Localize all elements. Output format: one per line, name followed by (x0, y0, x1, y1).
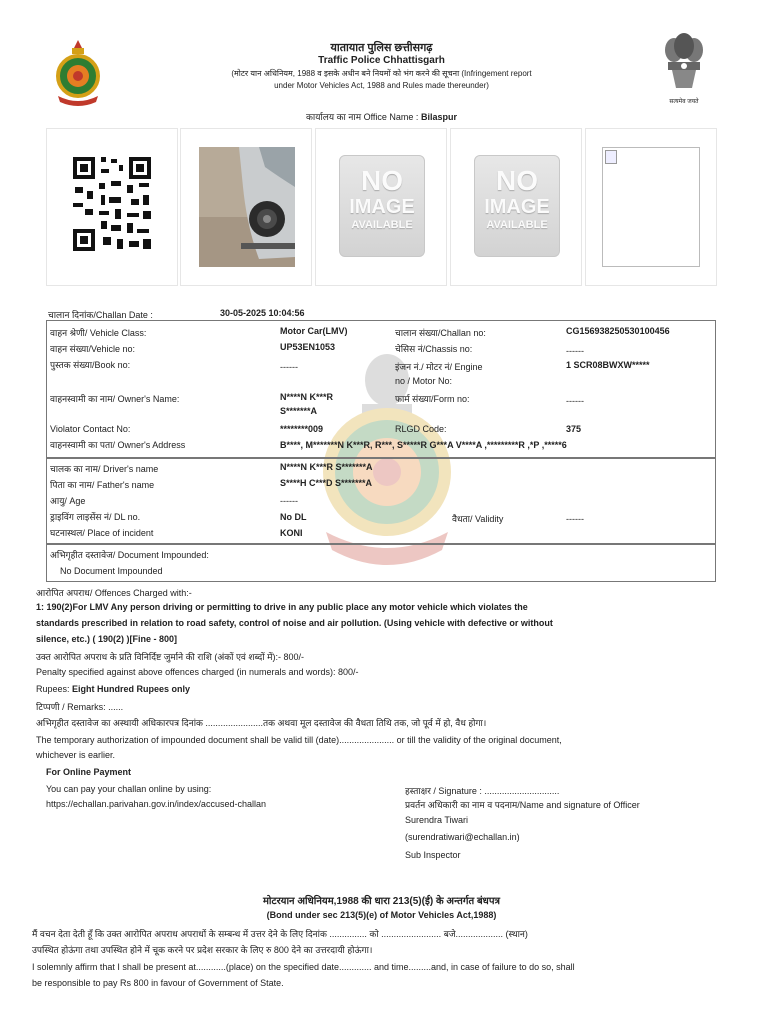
bond-hindi-1: मैं वचन देता देती हूँ कि उक्त आरोपित अपराध अपराधों के सम्बन्ध में उत्तर देने के लिए दिनांक ............... को ........................ बजे................... (स्थान) (32, 929, 528, 939)
owner-name-value: N****N K***R (280, 392, 334, 402)
officer-label: प्रवर्तन अधिकारी का नाम व पदनाम/Name and signature of Officer (405, 800, 640, 810)
broken-image-frame (602, 147, 700, 267)
engine-no-label: इंजन नं./ मोटर नं/ Engine (395, 362, 483, 372)
no-image-placeholder-1 (339, 155, 425, 257)
book-no-label: पुस्तक संख्या/Book no: (50, 360, 131, 370)
no-image-text-1: NO (361, 165, 403, 196)
father-name-value: S****H C***D S*******A (280, 478, 373, 488)
owner-address-value: B****, M*******N K***R, R***, S*****R G***A V****A ,*********R ,*P ,*****6 (280, 440, 567, 450)
owner-address-label: वाहनस्वामी का पता/ Owner's Address (50, 440, 186, 450)
broken-image-box (585, 128, 717, 286)
challan-no-label: चालान संख्या/Challan no: (395, 328, 486, 338)
challan-date-label: चालान दिनांक/Challan Date : (48, 310, 153, 320)
impounded-label: अभिगृहीत दस्तावेज/ Document Impounded: (50, 550, 209, 560)
header-title-en: Traffic Police Chhattisgarh (318, 55, 445, 66)
bond-en-1: I solemnly affirm that I shall be present at............(place) on the specified date............. and time.........and, in case of failure to do so, shall (32, 962, 575, 972)
book-no-value: ------ (280, 362, 298, 372)
payment-line-1: You can pay your challan online by using: (46, 784, 212, 794)
rlgd-code-label: RLGD Code: (395, 424, 447, 434)
rupees (36, 684, 190, 694)
motor-no-label: no / Motor No: (395, 376, 453, 386)
validity-label: वैधता/ Validity (452, 514, 504, 524)
no-image-text-2: IMAGE (349, 196, 415, 218)
vehicle-no-label: वाहन संख्या/Vehicle no: (50, 344, 136, 354)
qr-code (71, 155, 153, 253)
payment-url[interactable]: https://echallan.parivahan.gov.in/index/accused-challan (46, 799, 266, 809)
contact-label: Violator Contact No: (50, 424, 131, 434)
father-name-label: पिता का नाम/ Father's name (50, 480, 155, 490)
offences-label: आरोपित अपराध/ Offences Charged with:- (36, 588, 192, 598)
engine-no-value: 1 SCR08BWXW***** (566, 360, 650, 370)
officer-name: Surendra Tiwari (405, 815, 469, 825)
qr-code-box (46, 128, 178, 286)
header-subtitle-1: (मोटर यान अधिनियम, 1988 व इसके अधीन बने नियमों को भंग करने की सूचना (Infringement report (231, 69, 532, 78)
no-image-placeholder-2 (474, 155, 560, 257)
owner-name-label: वाहनस्वामी का नाम/ Owner's Name: (50, 394, 180, 404)
emblem-caption: सत्यमेव जयते (669, 99, 699, 105)
officer-email: (surendratiwari@echallan.in) (405, 832, 520, 842)
auth-en-1: The temporary authorization of impounded document shall be valid till (date)...................... or till the validity of the original document, (36, 735, 562, 745)
no-image-text-3: AVAILABLE (351, 219, 413, 231)
contact-value: ********009 (280, 424, 324, 434)
form-no-label: फार्म संख्या/Form no: (395, 394, 470, 404)
office-name (0, 110, 763, 123)
remarks: टिप्पणी / Remarks: ...... (36, 702, 124, 712)
no-image-text-3: AVAILABLE (486, 219, 548, 231)
header-subtitle-2: under Motor Vehicles Act, 1988 and Rules made thereunder) (274, 81, 489, 90)
auth-hindi: अभिगृहीत दस्तावेज का अस्थायी अधिकारपत्र दिनांक .......................तक अथवा मूल दस्तावेज की वैधता तिथि तक, जो पूर्व में हो, वैध होगा। (36, 718, 487, 728)
form-no-value: ------ (566, 396, 584, 406)
rupees-value: Eight Hundred Rupees only (72, 684, 191, 694)
vehicle-photo (199, 147, 295, 267)
office-label: कार्यालय का नाम Office Name : (306, 112, 419, 122)
penalty-en: Penalty specified against above offences charged (in numerals and words): 800/- (36, 667, 359, 677)
bond-title-en: (Bond under sec 213(5)(e) of Motor Vehicles Act,1988) (266, 910, 497, 920)
owner-name-value-2: S*******A (280, 406, 318, 416)
no-image-box-2 (450, 128, 582, 286)
penalty-hindi: उक्त आरोपित अपराध के प्रति विनिर्दिष्ट जुर्माने की राशि (अंकों एवं शब्दों में):- 800/- (36, 652, 305, 662)
offence-line-1: 1: 190(2)For LMV Any person driving or permitting to drive in any public place any motor vehicle which violates the (36, 602, 528, 612)
vehicle-photo-box (180, 128, 312, 286)
challan-no-value: CG15693825053010045​6 (566, 326, 670, 336)
broken-image-icon (605, 150, 617, 164)
auth-en-2: whichever is earlier. (36, 750, 116, 760)
offence-line-2: standards prescribed in relation to road safety, control of noise and air pollution. (Using vehicle with defective or without (36, 618, 553, 628)
vehicle-class-label: वाहन श्रेणी/ Vehicle Class: (50, 328, 147, 338)
age-label: आयु/ Age (50, 496, 86, 506)
payment-title: For Online Payment (46, 767, 132, 777)
header-title-hindi: यातायात पुलिस छत्तीसगढ़ (330, 42, 433, 54)
offence-line-3: silence, etc.) ( 190(2) )[Fine - 800] (36, 634, 178, 644)
national-emblem (660, 32, 708, 104)
impounded-value: No Document Impounded (60, 566, 163, 576)
driver-name-value: N****N K***R S*******A (280, 462, 373, 472)
office-value: Bilaspur (420, 112, 457, 122)
no-image-text-1: NO (496, 165, 538, 196)
bond-title-hindi: मोटरयान अधिनियम,1988 की धारा 213(5)(ई) के अन्तर्गत बंधपत्र (262, 896, 501, 907)
no-image-text-2: IMAGE (484, 196, 550, 218)
vehicle-no-value: UP53EN1053 (280, 342, 336, 352)
place-value: KONI (280, 528, 303, 538)
bond-hindi-2: उपस्थित होऊंगा तथा उपस्थित होने में चूक करने पर प्रदेश सरकार के लिए रु 800 देने का उत्तरदायी होऊंगा। (32, 945, 373, 955)
chassis-no-label: चेसिस नं/Chassis no: (395, 344, 473, 354)
dl-no-label: ड्राइविंग लाइसेंस नं/ DL no. (50, 512, 141, 522)
validity-value: ------ (566, 514, 584, 524)
rlgd-code-value: 375 (566, 424, 582, 434)
dl-no-value: No DL (280, 512, 307, 522)
rupees-label: Rupees: (36, 684, 70, 694)
officer-rank: Sub Inspector (405, 850, 461, 860)
no-image-box-1 (315, 128, 447, 286)
vehicle-class-value: Motor Car(LMV) (280, 326, 348, 336)
driver-name-label: चालक का नाम/ Driver's name (50, 464, 159, 474)
bond-en-2: be responsible to pay Rs 800 in favour of Government of State. (32, 978, 284, 988)
age-value: ------ (280, 496, 298, 506)
place-label: घटनास्थल/ Place of incident (50, 528, 154, 538)
signature-label: हस्ताक्षर / Signature : .............................. (405, 786, 560, 796)
challan-date-value: 30-05-2025 10:04:56 (220, 308, 305, 318)
chassis-no-value: ------ (566, 346, 584, 356)
